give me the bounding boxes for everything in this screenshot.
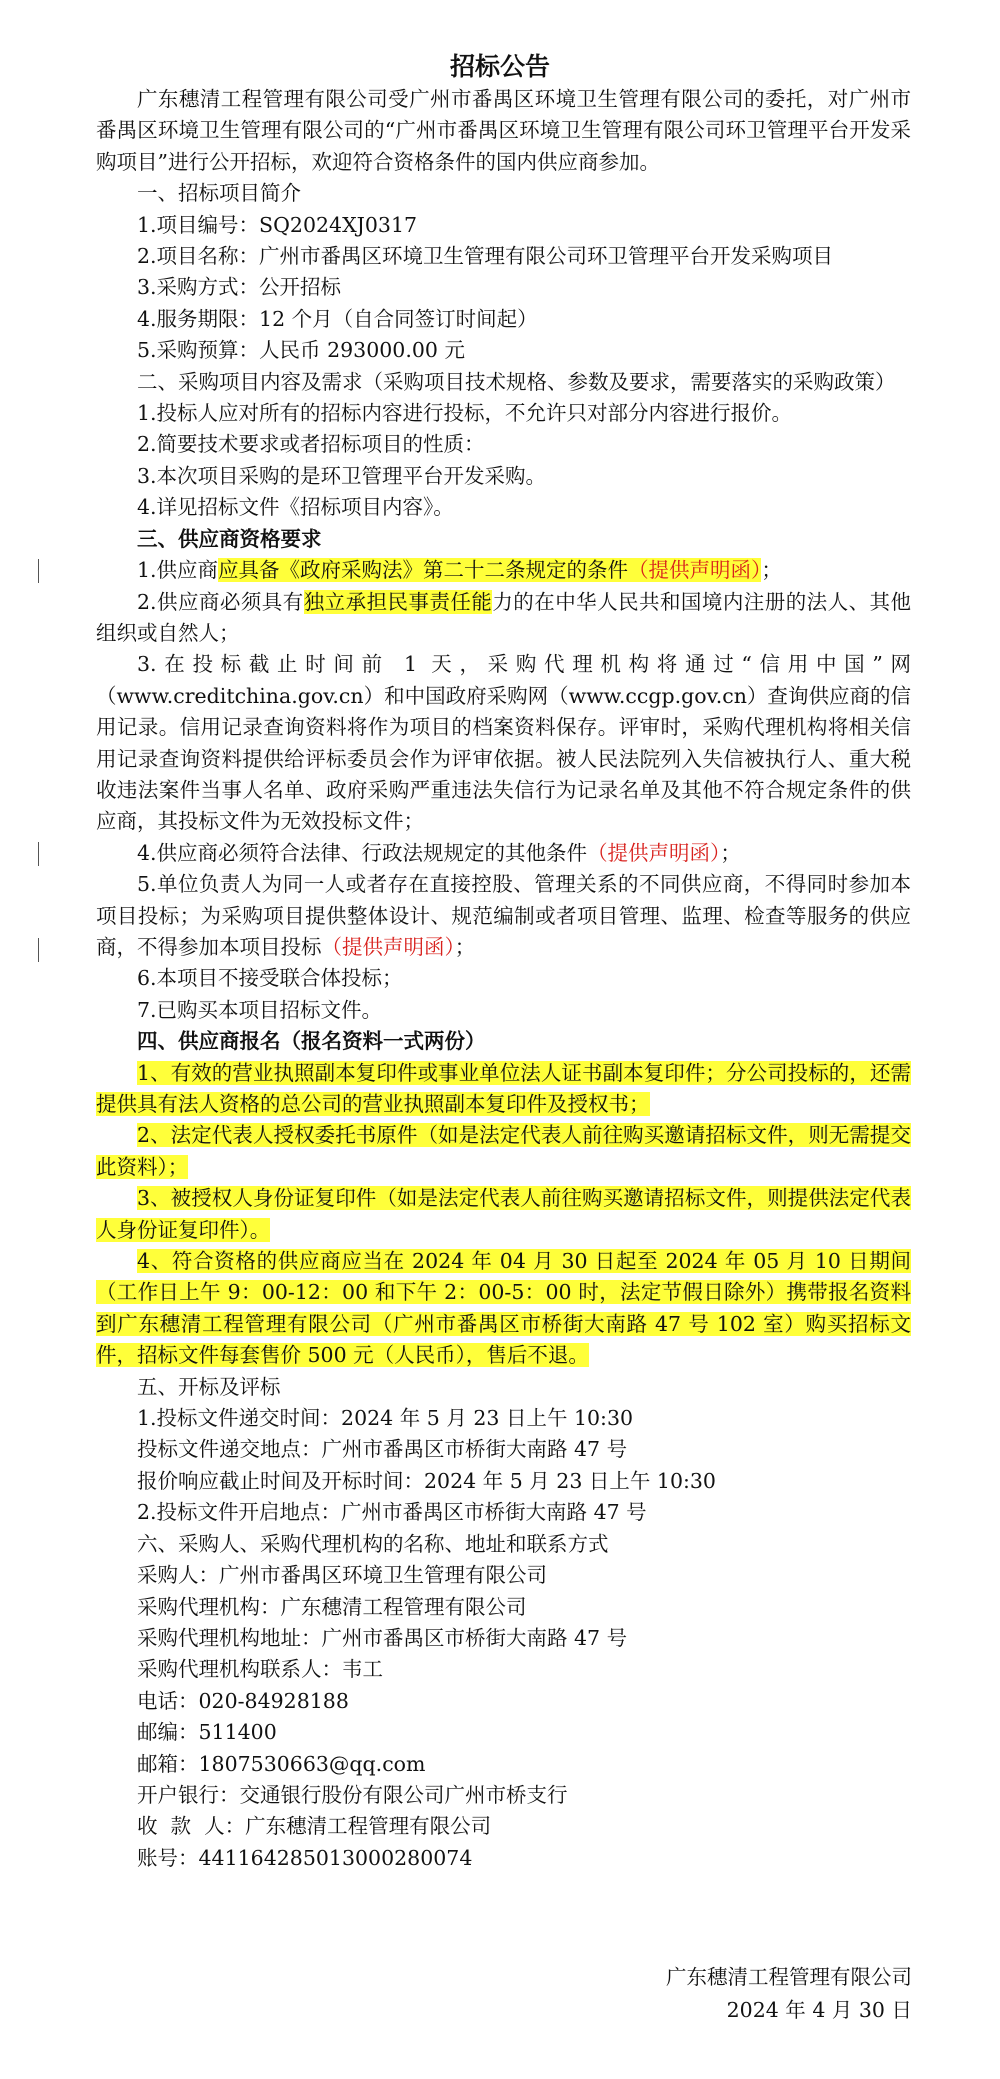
contact-payee: 收 款 人：广东穗清工程管理有限公司	[137, 1814, 492, 1839]
s5-item-1: 1.投标文件递交时间：2024 年 5 月 23 日上午 10:30	[137, 1406, 634, 1431]
section-4-heading: 四、供应商报名（报名资料一式两份）	[137, 1029, 486, 1054]
s2-item-3: 3.本次项目采购的是环卫管理平台开发采购。	[137, 463, 547, 488]
s4-item-3-text: 3、被授权人身份证复印件（如是法定代表人前往购买邀请招标文件，则提供法定代表人身份证复印件）。	[96, 1186, 911, 1242]
s3-item-4-end: ；	[720, 840, 741, 865]
s3-item-7: 7.已购买本项目招标文件。	[137, 997, 383, 1022]
s4-item-4	[96, 1246, 911, 1372]
s3-item-3: 3.在投标截止时间前 1 天，采购代理机构将通过“信用中国”网（www.creditchina.gov.cn）和中国政府采购网（www.ccgp.gov.cn）查询供应商的信用记录。信用记录查询资料将作为项目的档案资料保存。评审时，采购代理机构将相关信用记录查询资料提供给评标委员会作为评审依据。被人民法院列入失信被执行人、重大税收违法案件当事人名单、政府采购严重违法失信行为记录名单及其他不符合规定条件的供应商，其投标文件为无效投标文件；	[96, 652, 911, 834]
section-6-heading: 六、采购人、采购代理机构的名称、地址和联系方式	[137, 1531, 609, 1556]
contact-purchaser: 采购人：广州市番禺区环境卫生管理有限公司	[137, 1563, 547, 1588]
s1-item-1: 1.项目编号：SQ2024XJ0317	[137, 212, 418, 237]
s2-item-2: 2.简要技术要求或者招标项目的性质：	[137, 432, 485, 457]
revision-bar	[38, 559, 39, 583]
s3-item-2-highlight: 独立承担民事责任能	[303, 589, 493, 614]
s4-item-2-text: 2、法定代表人授权委托书原件（如是法定代表人前往购买邀请招标文件，则无需提交此资料）；	[96, 1123, 911, 1179]
s3-item-1-highlight: 应具备《政府采购法》第二十二条规定的条件	[218, 558, 629, 583]
section-3-heading: 三、供应商资格要求	[137, 526, 322, 551]
section-2-heading: 二、采购项目内容及需求（采购项目技术规格、参数及要求，需要落实的采购政策）	[137, 369, 896, 394]
s3-item-5	[96, 869, 911, 963]
s5-item-2: 投标文件递交地点：广州市番禺区市桥街大南路 47 号	[137, 1437, 628, 1462]
s5-item-4: 2.投标文件开启地点：广州市番禺区市桥街大南路 47 号	[137, 1500, 647, 1525]
contact-bank: 开户银行：交通银行股份有限公司广州市桥支行	[137, 1782, 568, 1807]
signature-company: 广东穗清工程管理有限公司	[666, 1965, 912, 1989]
s4-item-3	[96, 1183, 911, 1246]
s3-item-1-end: ；	[761, 558, 782, 583]
revision-bar	[38, 938, 39, 962]
s1-item-5: 5.采购预算：人民币 293000.00 元	[137, 338, 465, 363]
s3-item-1-prefix: 1.供应商	[137, 558, 219, 583]
contact-phone: 电话：020-84928188	[137, 1688, 349, 1713]
contact-person: 采购代理机构联系人：韦工	[137, 1657, 383, 1682]
signature-date: 2024 年 4 月 30 日	[726, 1998, 912, 2022]
s3-item-5-text: 5.单位负责人为同一人或者存在直接控股、管理关系的不同供应商，不得同时参加本项目投标；为采购项目提供整体设计、规范编制或者项目管理、监理、检查等服务的供应商，不得参加本项目投标	[96, 872, 911, 959]
s3-item-2-prefix: 2.供应商必须具有	[137, 589, 304, 614]
s5-item-3: 报价响应截止时间及开标时间：2024 年 5 月 23 日上午 10:30	[137, 1468, 716, 1493]
contact-agency-address: 采购代理机构地址：广州市番禺区市桥街大南路 47 号	[137, 1625, 628, 1650]
s4-item-1-text: 1、有效的营业执照副本复印件或事业单位法人证书副本复印件；分公司投标的，还需提供具有法人资格的总公司的营业执照副本复印件及授权书；	[96, 1060, 911, 1116]
s3-item-4-text: 4.供应商必须符合法律、行政法规规定的其他条件	[137, 840, 588, 865]
document-body	[96, 84, 911, 1874]
s3-item-5-end: ；	[454, 934, 476, 959]
document-title: 招标公告	[449, 52, 550, 81]
s4-item-2	[96, 1120, 911, 1183]
s2-item-4: 4.详见招标文件《招标项目内容》。	[137, 495, 454, 520]
s3-item-4-declaration: （提供声明函）	[587, 840, 721, 865]
s1-item-3: 3.采购方式：公开招标	[137, 275, 342, 300]
s3-item-2-rest: 力的在中华人民共和国境内注册的法人、其他组织或自然人；	[96, 589, 912, 645]
contact-postcode: 邮编：511400	[137, 1720, 277, 1745]
s1-item-2: 2.项目名称：广州市番禺区环境卫生管理有限公司环卫管理平台开发采购项目	[137, 244, 834, 269]
contact-account: 账号：441164285013000280074	[137, 1845, 473, 1870]
contact-agency: 采购代理机构：广东穗清工程管理有限公司	[137, 1594, 527, 1619]
s2-item-1: 1.投标人应对所有的招标内容进行投标，不允许只对部分内容进行报价。	[137, 401, 793, 426]
contact-email: 邮箱：1807530663@qq.com	[137, 1751, 426, 1776]
s4-item-4-text: 4、符合资格的供应商应当在 2024 年 04 月 30 日起至 2024 年 05 月 10 日期间（工作日上午 9：00-12：00 和下午 2：00-5：00 时，法定节假日除外）携带报名资料到广东穗清工程管理有限公司（广州市番禺区市桥街大南路 47 号 102 室）购买招标文件，招标文件每套售价 500 元（人民币），售后不退。	[96, 1249, 911, 1368]
s3-item-1	[96, 555, 911, 586]
s3-item-4	[96, 838, 911, 869]
s3-item-6: 6.本项目不接受联合体投标；	[137, 966, 403, 991]
s3-item-2	[96, 587, 911, 650]
s3-item-1-declaration: （提供声明函）	[628, 558, 762, 583]
intro-paragraph: 广东穗清工程管理有限公司受广州市番禺区环境卫生管理有限公司的委托，对广州市番禺区环境卫生管理有限公司的“广州市番禺区环境卫生管理有限公司环卫管理平台开发采购项目”进行公开招标，欢迎符合资格条件的国内供应商参加。	[96, 87, 911, 174]
section-1-heading: 一、招标项目简介	[137, 181, 301, 206]
revision-bar	[38, 842, 39, 866]
section-5-heading: 五、开标及评标	[137, 1374, 281, 1399]
s3-item-5-declaration: （提供声明函）	[321, 934, 455, 959]
s4-item-1	[96, 1058, 911, 1121]
s1-item-4: 4.服务期限：12 个月（自合同签订时间起）	[137, 306, 538, 331]
